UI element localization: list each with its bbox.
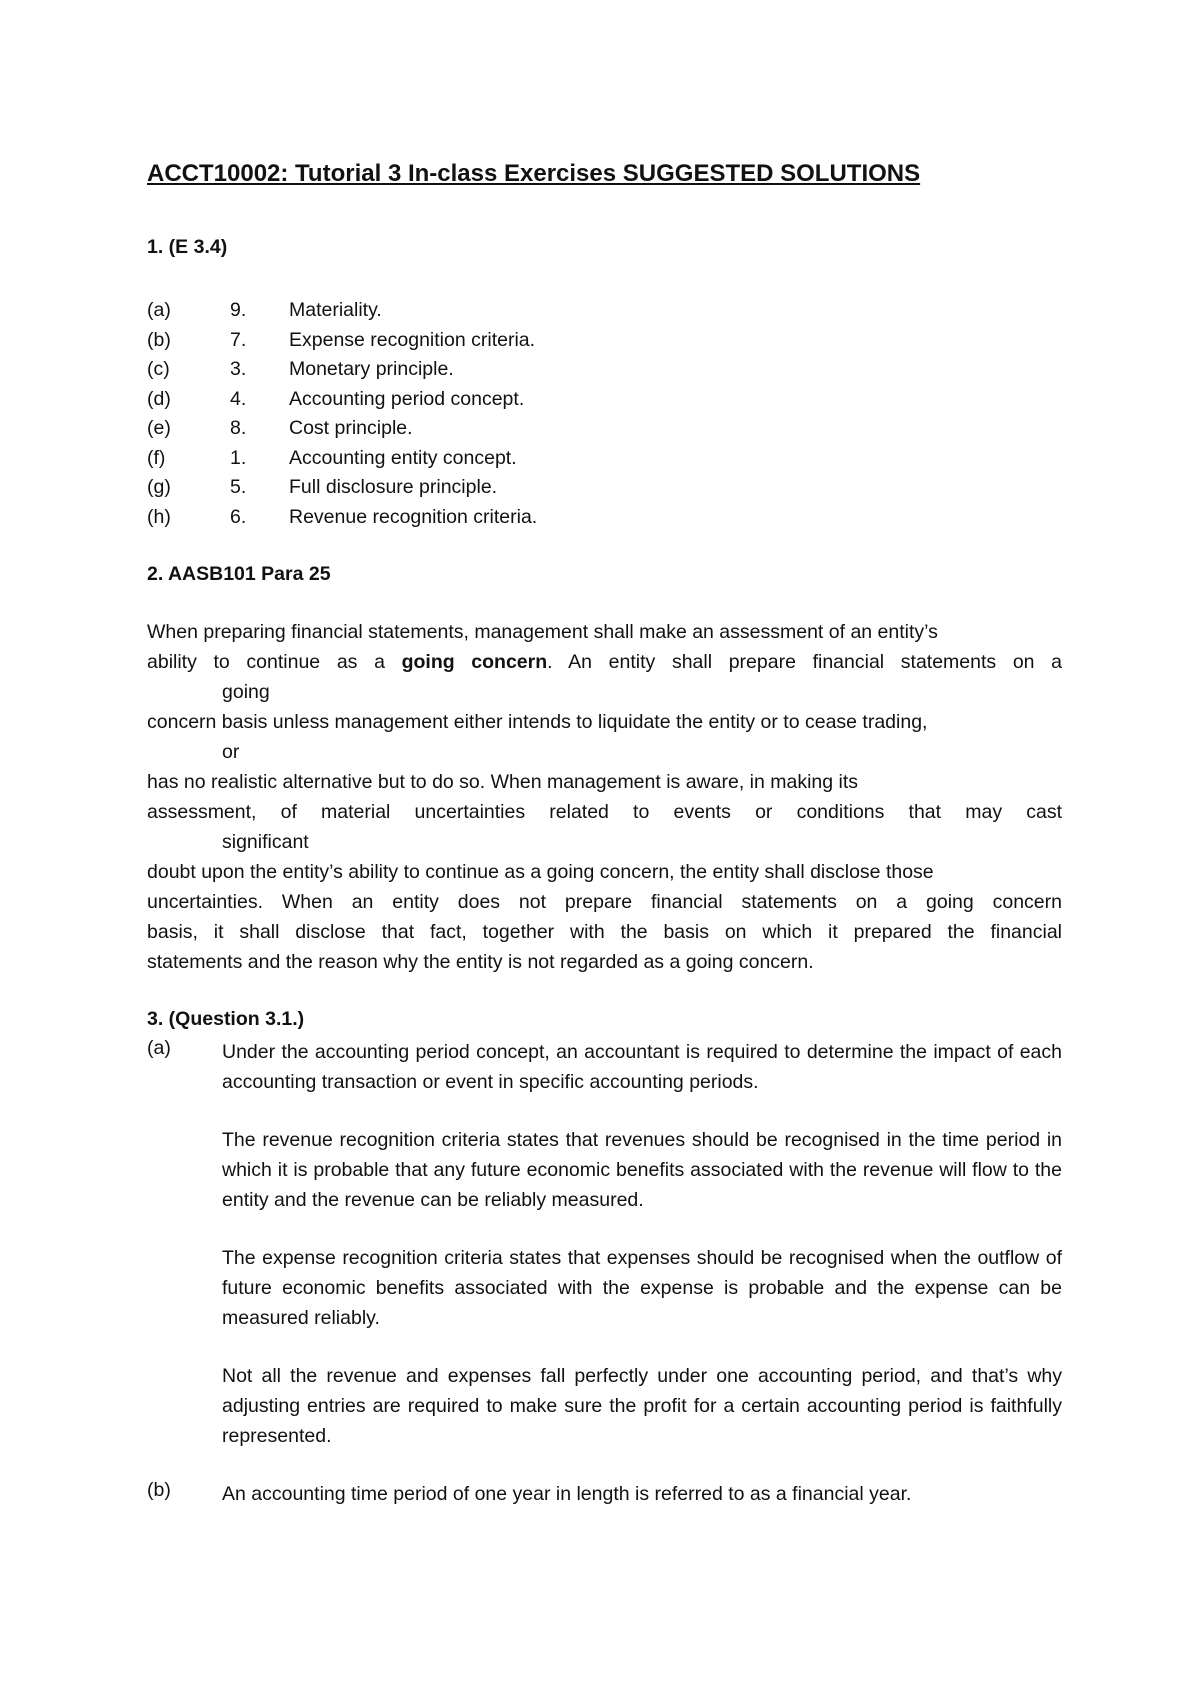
q3-b-label: (b) [147, 1479, 171, 1501]
item-letter: (a) [147, 299, 171, 321]
text-span: . An entity shall prepare financial statements on a [547, 651, 1063, 673]
text-line: concern basis unless management either intends to liquidate the entity or to cease trading, [147, 711, 928, 733]
text-line: uncertainties. When an entity does not prepare financial statements on a going concern [147, 891, 1062, 913]
text-line: has no realistic alternative but to do so. When management is aware, in making its [147, 771, 859, 793]
item-letter: (b) [147, 328, 171, 351]
q2-paragraph [147, 617, 1062, 977]
item-text: Accounting period concept. [289, 387, 525, 410]
item-letter: (c) [147, 358, 170, 380]
item-number: 1. [230, 446, 247, 469]
item-letter: (f) [147, 446, 166, 469]
text-line: statements and the reason why the entity is not regarded as a going concern. [147, 951, 814, 973]
item-number: 4. [230, 387, 247, 410]
q3-a-paragraph-3: The expense recognition criteria states that expenses should be recognised when the outflow of future economic benefits associated with the expense is probable and the expense can be measured reliably. [222, 1247, 1062, 1329]
document-title: ACCT10002: Tutorial 3 In-class Exercises SUGGESTED SOLUTIONS [147, 160, 921, 187]
q3-a-label: (a) [147, 1037, 171, 1059]
text-line: going [222, 681, 270, 703]
item-text: Revenue recognition criteria. [289, 505, 538, 528]
item-text: Expense recognition criteria. [289, 328, 536, 351]
item-number: 3. [230, 358, 247, 380]
item-letter: (e) [147, 417, 171, 439]
q1-heading: 1. (E 3.4) [147, 236, 228, 258]
q3-a-paragraph-2: The revenue recognition criteria states that revenues should be recognised in the time period in which it is probable that any future economic benefits associated with the revenue will flow to the entity and the revenue can be reliably measured. [222, 1129, 1062, 1211]
item-text: Materiality. [289, 299, 382, 321]
q3-a-paragraph-1: Under the accounting period concept, an accountant is required to determine the impact of each accounting transaction or event in specific accounting periods. [222, 1041, 1062, 1093]
q3-heading: 3. (Question 3.1.) [147, 1008, 305, 1030]
item-letter: (g) [147, 476, 171, 498]
item-letter: (d) [147, 387, 171, 410]
item-number: 6. [230, 505, 247, 528]
text-line: basis, it shall disclose that fact, together with the basis on which it prepared the financial [147, 921, 1062, 943]
text-line: or [222, 741, 240, 763]
text-line: assessment, of material uncertainties related to events or conditions that may cast [147, 801, 1062, 823]
q3-b-paragraph: An accounting time period of one year in length is referred to as a financial year. [222, 1483, 912, 1505]
q3-a-paragraph-4: Not all the revenue and expenses fall perfectly under one accounting period, and that’s why adjusting entries are required to make sure the profit for a certain accounting period is faithfully represented. [222, 1365, 1062, 1447]
text-line: significant [222, 831, 309, 853]
text-line [147, 647, 1062, 677]
q2-heading: 2. AASB101 Para 25 [147, 563, 331, 585]
item-text: Accounting entity concept. [289, 446, 517, 469]
item-number: 5. [230, 476, 247, 498]
item-text: Full disclosure principle. [289, 476, 498, 498]
item-text: Cost principle. [289, 417, 413, 439]
item-number: 8. [230, 417, 247, 439]
item-number: 9. [230, 299, 247, 321]
text-span: ability to continue as a [147, 651, 402, 673]
item-text: Monetary principle. [289, 358, 454, 380]
text-line: When preparing financial statements, management shall make an assessment of an entity’s [147, 621, 938, 643]
text-line: doubt upon the entity’s ability to continue as a going concern, the entity shall disclose those [147, 861, 934, 883]
item-letter: (h) [147, 505, 171, 528]
going-concern-bold: going concern [401, 651, 548, 673]
item-number: 7. [230, 328, 247, 351]
